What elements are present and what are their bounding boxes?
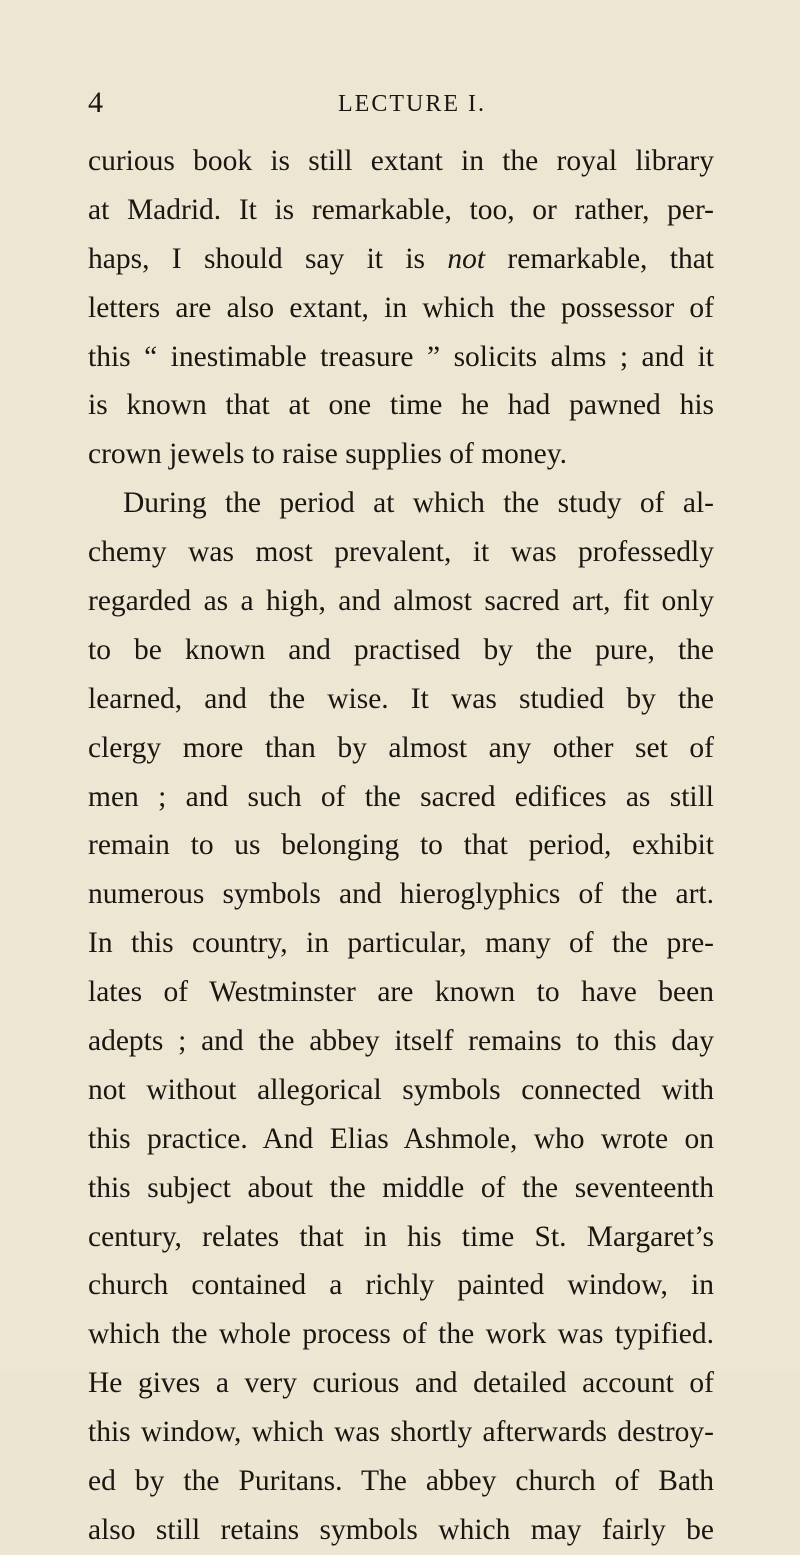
- text-line: also still retains symbols which may fairly be: [88, 1513, 714, 1546]
- text-line: to be known and practised by the pure, the: [88, 633, 714, 666]
- text-line: In this country, in particular, many of the pre-: [88, 927, 714, 960]
- text-line: letters are also extant, in which the possessor of: [88, 291, 714, 324]
- text-line: chemy was most prevalent, it was professedly: [88, 536, 714, 569]
- text-line: men ; and such of the sacred edifices as still: [88, 780, 714, 813]
- text-line: curious book is still extant in the royal library: [88, 145, 714, 177]
- text-line: this practice. And Elias Ashmole, who wrote on: [88, 1122, 714, 1155]
- page-header: [0, 83, 800, 123]
- text-line: is known that at one time he had pawned his: [88, 389, 714, 422]
- text-line: which the whole process of the work was typified.: [88, 1318, 714, 1351]
- text-line: During the period at which the study of al-: [123, 487, 714, 520]
- text-line: learned, and the wise. It was studied by the: [88, 682, 714, 715]
- text-line: this window, which was shortly afterwards destroy-: [88, 1416, 714, 1449]
- text-line: lates of Westminster are known to have been: [88, 976, 714, 1009]
- text-line: at Madrid. It is remarkable, too, or rather, per-: [88, 193, 714, 226]
- italic-word: not: [447, 242, 486, 275]
- text-line: this subject about the middle of the seventeenth: [88, 1171, 714, 1204]
- text-line: century, relates that in his time St. Margaret’s: [88, 1220, 714, 1253]
- text-line: clergy more than by almost any other set of: [88, 731, 714, 764]
- text-segment: haps, I should say it is: [88, 242, 448, 275]
- text-line: numerous symbols and hieroglyphics of the art.: [88, 878, 714, 911]
- text-line: church contained a richly painted window, in: [88, 1269, 714, 1302]
- running-head: LECTURE I.: [338, 91, 486, 117]
- text-line: adepts ; and the abbey itself remains to this day: [88, 1025, 714, 1058]
- body-text: [88, 137, 714, 1555]
- text-line: remain to us belonging to that period, exhibit: [88, 829, 714, 862]
- page-number: 4: [88, 86, 103, 119]
- text-line: this “ inestimable treasure ” solicits alms ; and it: [88, 340, 714, 373]
- text-line: He gives a very curious and detailed account of: [88, 1367, 714, 1400]
- text-line: ed by the Puritans. The abbey church of Bath: [88, 1465, 714, 1498]
- text-line: [88, 235, 714, 284]
- text-line: crown jewels to raise supplies of money.: [88, 438, 567, 471]
- text-segment: remarkable, that: [485, 242, 715, 275]
- text-line: regarded as a high, and almost sacred art, fit only: [88, 585, 714, 618]
- text-line: not without allegorical symbols connected with: [88, 1073, 714, 1106]
